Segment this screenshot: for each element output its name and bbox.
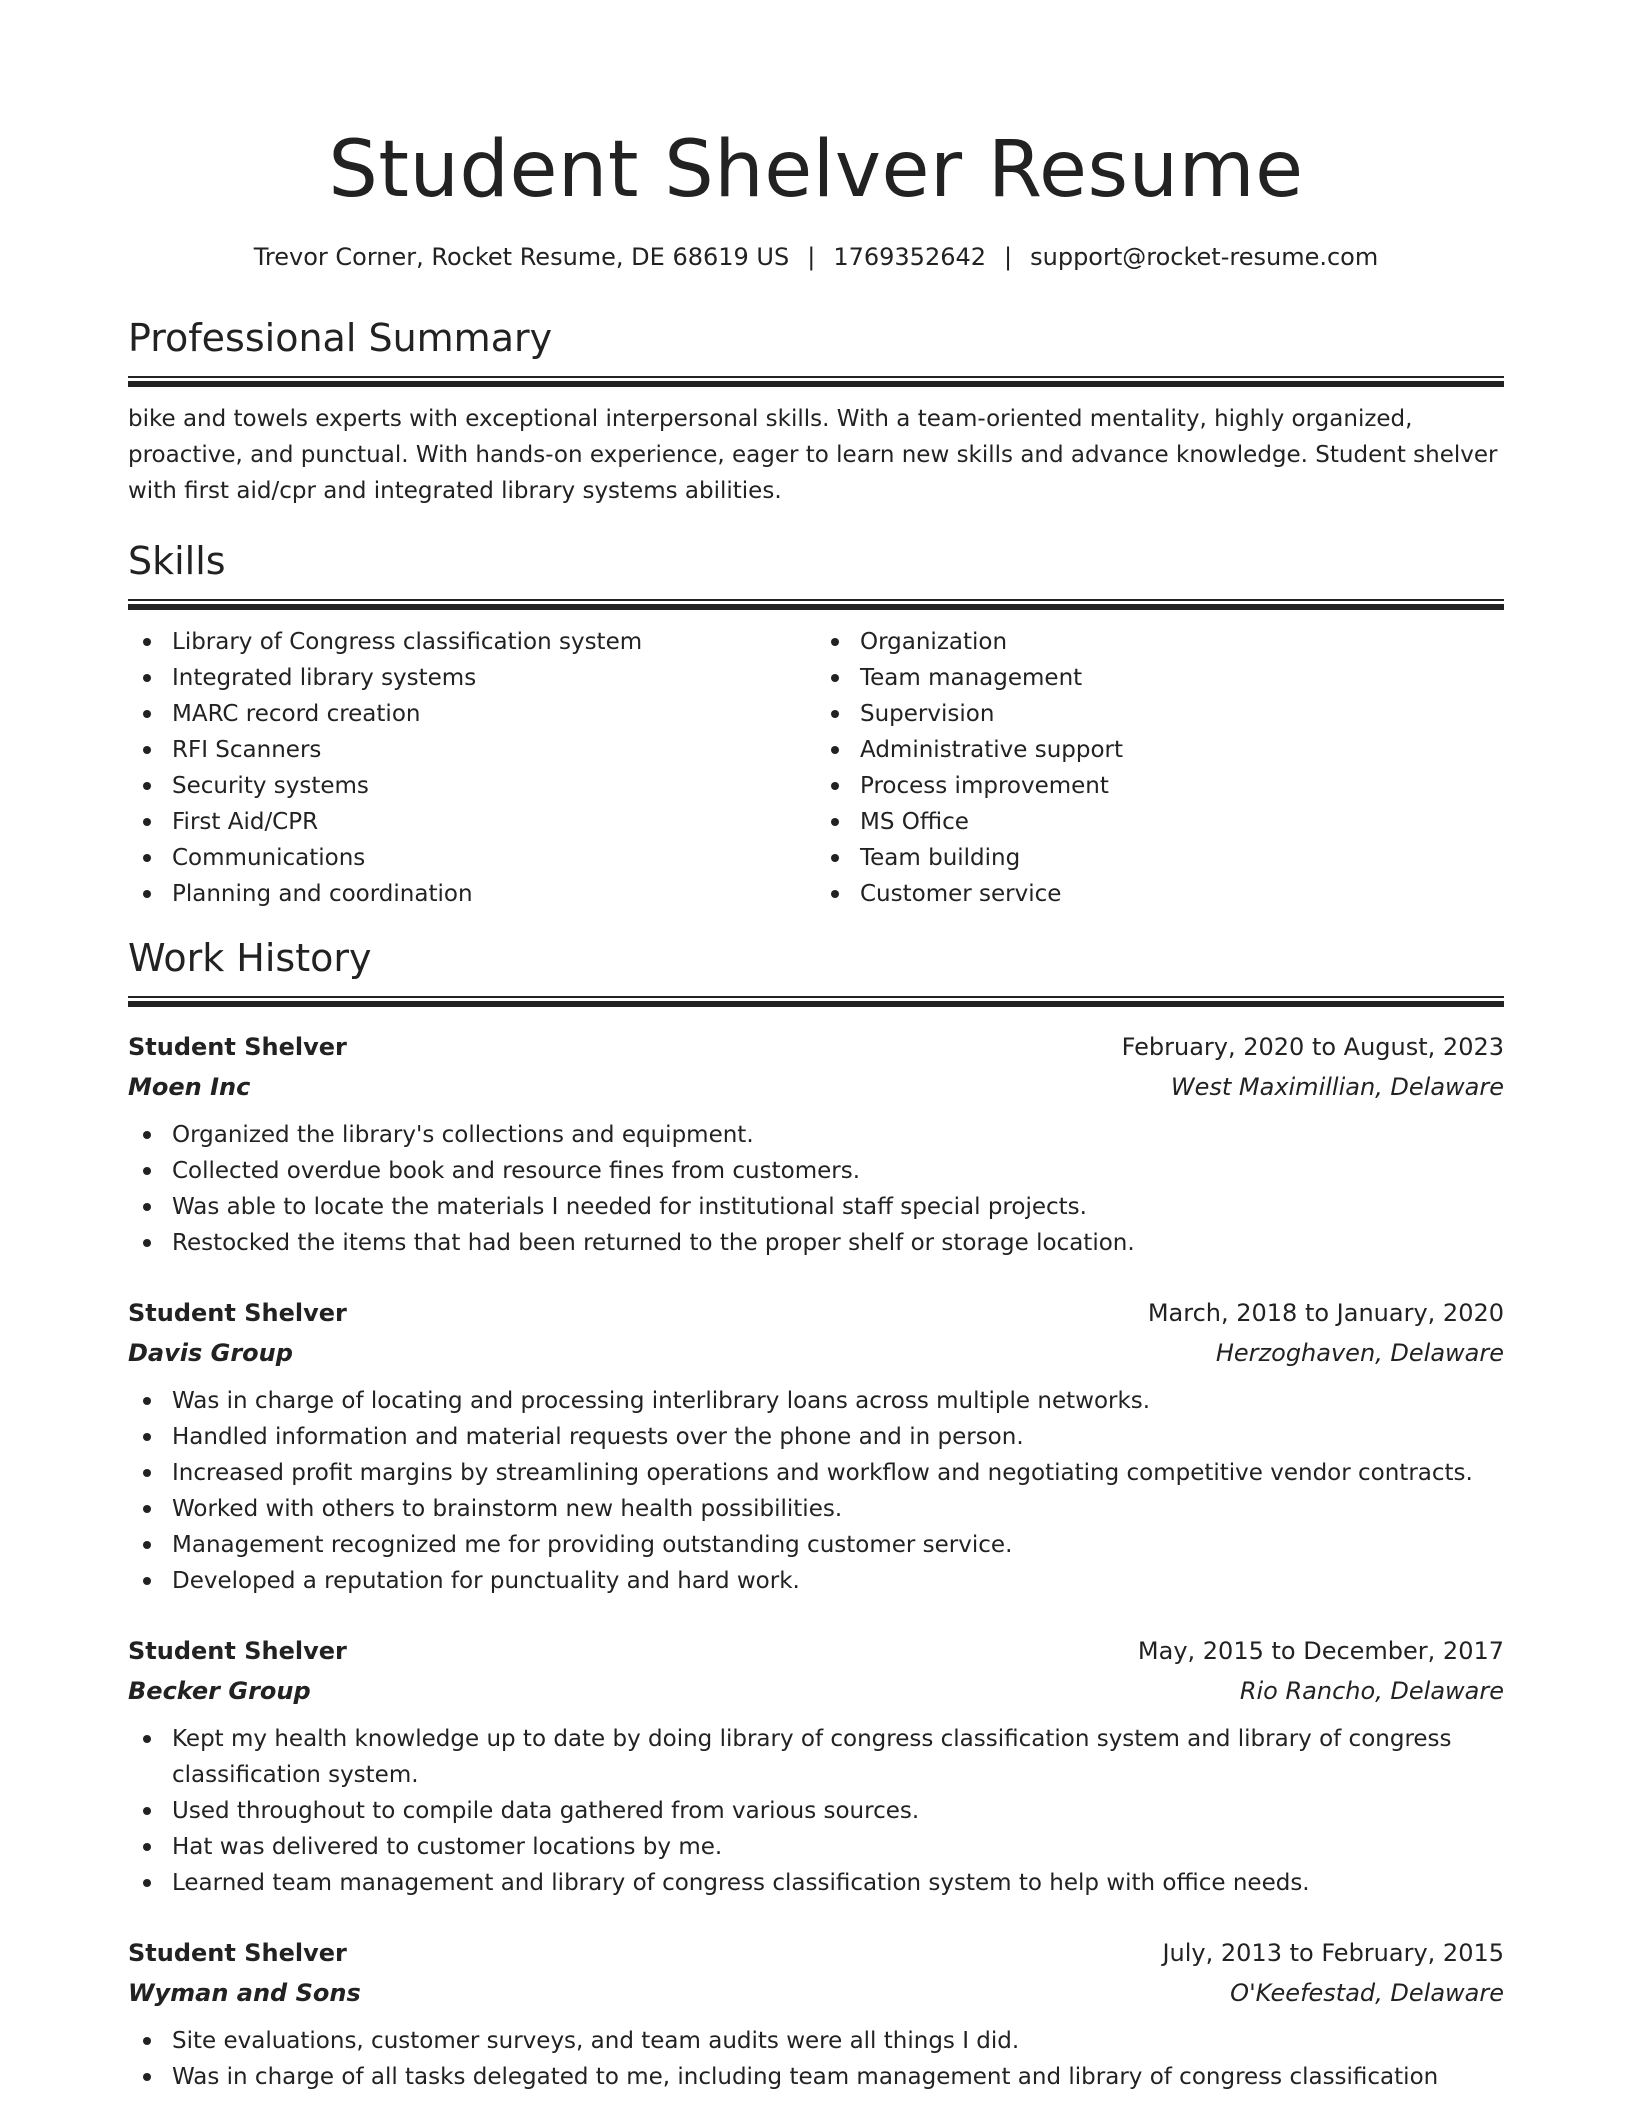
job-bullet: Learned team management and library of congress classification system to help with office needs. [172,1865,1504,1901]
resume-title: Student Shelver Resume [328,125,1304,215]
job-bullet: Used throughout to compile data gathered from various sources. [172,1793,1504,1829]
job-location: O'Keefestad, Delaware [1230,1979,1504,2007]
job-bullets [128,2023,1504,2095]
job-dates: March, 2018 to January, 2020 [1147,1299,1504,1327]
job-bullets [128,1721,1504,1901]
job-dates: February, 2020 to August, 2023 [1121,1033,1504,1061]
skills-list-right [816,624,1504,912]
job-entry [128,1631,1504,1901]
skill-item: First Aid/CPR [172,804,816,840]
job-bullet: Increased profit margins by streamlining operations and workflow and negotiating competitive vendor contracts. [172,1455,1504,1491]
section-heading: Skills [128,539,226,583]
skill-item: MS Office [860,804,1504,840]
section-heading: Professional Summary [128,316,553,360]
summary-text: bike and towels experts with exceptional interpersonal skills. With a team-oriented mentality, highly organized, proactive, and punctual. With hands-on experience, eager to learn new skills and advance knowledge. Student shelver with first aid/cpr and integrated library systems abilities. [128,406,1498,504]
job-title: Student Shelver [128,1299,347,1327]
job-bullet: Restocked the items that had been returned to the proper shelf or storage location. [172,1225,1504,1261]
job-company: Wyman and Sons [128,1979,361,2007]
job-dates: May, 2015 to December, 2017 [1137,1637,1504,1665]
skills-section [128,535,1504,912]
section-divider [128,599,1504,610]
job-bullet: Kept my health knowledge up to date by doing library of congress classification system and library of congress classification system. [172,1721,1504,1793]
skill-item: Team management [860,660,1504,696]
section-divider [128,996,1504,1007]
job-bullet: Was able to locate the materials I needed for institutional staff special projects. [172,1189,1504,1225]
job-entry [128,1027,1504,1261]
contact-phone: 1769352642 [833,243,987,271]
skill-item: Security systems [172,768,816,804]
job-title: Student Shelver [128,1637,347,1665]
job-bullets [128,1117,1504,1261]
job-bullet: Developed a reputation for punctuality and hard work. [172,1563,1504,1599]
job-bullet: Site evaluations, customer surveys, and team audits were all things I did. [172,2023,1504,2059]
contact-address: Trevor Corner, Rocket Resume, DE 68619 US [253,243,790,271]
skills-columns [128,624,1504,912]
professional-summary-section [128,312,1504,509]
skill-item: Library of Congress classification system [172,624,816,660]
contact-line [128,240,1504,274]
job-company: Becker Group [128,1677,311,1705]
section-heading: Work History [128,936,372,980]
job-entry [128,1933,1504,2095]
job-title: Student Shelver [128,1939,347,1967]
job-entry [128,1293,1504,1599]
job-bullet: Hat was delivered to customer locations by me. [172,1829,1504,1865]
job-location: West Maximillian, Delaware [1170,1073,1504,1101]
skill-item: Process improvement [860,768,1504,804]
skill-item: RFI Scanners [172,732,816,768]
job-location: Herzoghaven, Delaware [1215,1339,1504,1367]
skills-list-left [128,624,816,912]
work-history-section [128,932,1504,2095]
skill-item: Supervision [860,696,1504,732]
job-bullet: Was in charge of all tasks delegated to me, including team management and library of congress classification [172,2059,1504,2095]
contact-email: support@rocket-resume.com [1030,243,1379,271]
skill-item: MARC record creation [172,696,816,732]
skill-item: Customer service [860,876,1504,912]
job-bullet: Management recognized me for providing outstanding customer service. [172,1527,1504,1563]
skill-item: Administrative support [860,732,1504,768]
section-divider [128,376,1504,387]
job-bullet: Was in charge of locating and processing interlibrary loans across multiple networks. [172,1383,1504,1419]
skill-item: Team building [860,840,1504,876]
job-company: Davis Group [128,1339,293,1367]
job-bullets [128,1383,1504,1599]
skill-item: Communications [172,840,816,876]
job-dates: July, 2013 to February, 2015 [1162,1939,1504,1967]
skill-item: Planning and coordination [172,876,816,912]
skill-item: Organization [860,624,1504,660]
job-bullet: Organized the library's collections and equipment. [172,1117,1504,1153]
skill-item: Integrated library systems [172,660,816,696]
job-bullet: Worked with others to brainstorm new health possibilities. [172,1491,1504,1527]
job-location: Rio Rancho, Delaware [1239,1677,1504,1705]
contact-separator: | [807,243,816,271]
job-company: Moen Inc [128,1073,251,1101]
job-bullet: Handled information and material requests over the phone and in person. [172,1419,1504,1455]
job-title: Student Shelver [128,1033,347,1061]
contact-separator: | [1004,243,1013,271]
job-bullet: Collected overdue book and resource fines from customers. [172,1153,1504,1189]
